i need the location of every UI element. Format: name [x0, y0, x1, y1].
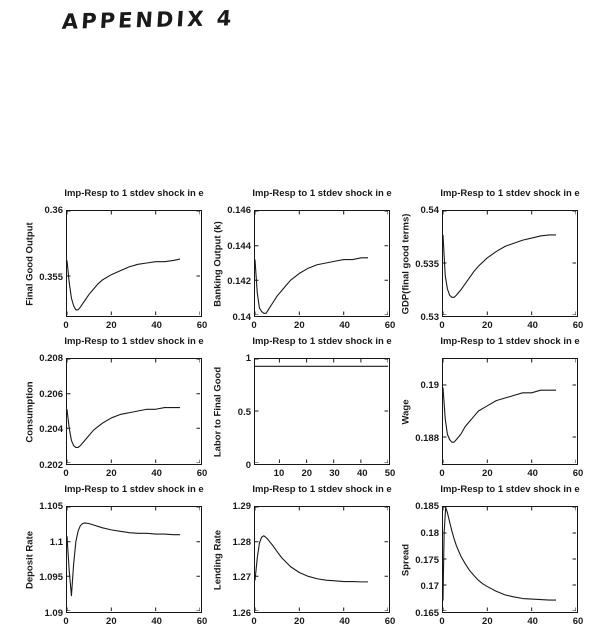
impulse-response-curve: [67, 259, 180, 310]
y-tick-label: 0.206: [39, 388, 63, 400]
x-tick-label: 60: [384, 320, 396, 331]
x-tick-label: 0: [63, 616, 69, 627]
plot-area: [67, 359, 200, 463]
y-axis-label: Banking Output (k): [212, 220, 223, 307]
subplot-deposit-rate: [20, 479, 208, 627]
y-tick-label: 1.29: [232, 501, 251, 512]
y-tick-label: 0.53: [420, 312, 439, 323]
x-tick-label: 20: [106, 320, 117, 331]
subplot-title: Imp-Resp to 1 stdev shock in e: [64, 484, 204, 495]
subplot-title: Imp-Resp to 1 stdev shock in e: [64, 336, 204, 347]
x-tick-label: 0: [439, 616, 445, 627]
plot-area: [67, 211, 200, 315]
y-tick-label: 0.17: [420, 581, 439, 593]
plot-area: [443, 211, 576, 315]
plot-area: [255, 507, 388, 611]
x-tick-label: 60: [196, 320, 208, 331]
y-tick-label: 0.208: [39, 353, 63, 364]
x-tick-label: 40: [151, 468, 162, 479]
subplot-consumption: [20, 331, 208, 479]
axes-box: [442, 210, 578, 317]
y-tick-label: 0.14: [232, 312, 251, 323]
x-tick-label: 60: [196, 468, 208, 479]
axes-box: [442, 358, 578, 465]
axes-box: [66, 358, 202, 465]
axis-tick-marks: [443, 359, 576, 463]
axes-box: [66, 210, 202, 317]
subplot-title: Imp-Resp to 1 stdev shock in e: [252, 188, 392, 199]
y-tick-label: 0.18: [420, 527, 439, 539]
axis-tick-marks: [67, 211, 200, 315]
x-tick-label: 0: [439, 320, 445, 331]
y-tick-label: 0.19: [420, 379, 439, 391]
x-tick-label: 60: [572, 320, 584, 331]
x-tick-label: 20: [294, 616, 305, 627]
impulse-response-curve: [67, 523, 180, 596]
x-tick-label: 40: [527, 468, 538, 479]
impulse-response-curve: [443, 508, 556, 601]
axis-tick-marks: [67, 507, 200, 611]
y-tick-label: 0.535: [415, 258, 439, 270]
x-tick-label: 20: [301, 468, 313, 479]
subplot-title: Imp-Resp to 1 stdev shock in e: [440, 188, 580, 199]
axes-box: [66, 506, 202, 613]
x-tick-label: 40: [339, 320, 350, 331]
x-tick-label: 30: [329, 468, 340, 479]
subplot-title: Imp-Resp to 1 stdev shock in e: [252, 484, 392, 495]
subplot-title: Imp-Resp to 1 stdev shock in e: [64, 188, 204, 199]
y-tick-label: 0.5: [237, 406, 251, 418]
y-tick-label: 0.36: [44, 205, 63, 216]
subplot-title: Imp-Resp to 1 stdev shock in e: [440, 336, 580, 347]
x-tick-label: 40: [339, 616, 350, 627]
y-tick-label: 1.28: [232, 536, 251, 548]
y-axis-label: Wage: [400, 399, 411, 424]
y-tick-label: 0.175: [415, 554, 439, 566]
y-axis-label: Lending Rate: [212, 529, 223, 590]
x-tick-label: 20: [482, 320, 493, 331]
y-tick-label: 1: [245, 353, 251, 364]
impulse-response-curve: [255, 258, 368, 313]
x-tick-label: 40: [151, 616, 162, 627]
page-title: APPENDIX 4: [61, 6, 236, 34]
plot-area: [443, 507, 576, 611]
x-tick-label: 60: [572, 616, 584, 627]
x-tick-label: 40: [527, 616, 538, 627]
y-tick-label: 0.185: [415, 501, 439, 512]
x-tick-label: 0: [63, 468, 69, 479]
impulse-response-curve: [255, 536, 368, 582]
subplot-title: Imp-Resp to 1 stdev shock in e: [252, 336, 392, 347]
subplot-title: Imp-Resp to 1 stdev shock in e: [440, 484, 580, 495]
axes-box: [254, 506, 390, 613]
y-tick-label: 0.54: [420, 205, 439, 216]
x-tick-label: 50: [384, 468, 396, 479]
subplot-spread: [396, 479, 584, 627]
y-tick-label: 0.204: [39, 424, 63, 436]
y-tick-label: 0.165: [415, 608, 439, 619]
x-tick-label: 40: [356, 468, 368, 479]
y-axis-label: Spread: [400, 543, 411, 576]
plot-area: [255, 359, 388, 463]
x-tick-label: 60: [384, 616, 396, 627]
y-tick-label: 0.142: [227, 276, 251, 288]
y-tick-label: 0.355: [39, 271, 63, 283]
x-tick-label: 40: [527, 320, 538, 331]
y-tick-label: 1.26: [232, 608, 251, 619]
subplot-gdp-final-good-terms: [396, 183, 584, 331]
x-tick-label: 20: [106, 468, 117, 479]
subplot-banking-output-k: [208, 183, 396, 331]
axis-tick-marks: [67, 359, 200, 463]
impulse-response-plots-grid: [20, 183, 584, 627]
x-tick-label: 60: [572, 468, 584, 479]
x-tick-label: 20: [482, 616, 493, 627]
y-axis-label: Labor to Final Good: [212, 366, 223, 457]
subplot-lending-rate: [208, 479, 396, 627]
x-tick-label: 0: [439, 468, 445, 479]
y-tick-label: 0.202: [39, 460, 63, 471]
y-tick-label: 0.188: [415, 433, 439, 445]
x-tick-label: 20: [106, 616, 117, 627]
subplot-labor-to-final-good: [208, 331, 396, 479]
x-tick-label: 10: [273, 468, 285, 479]
x-tick-label: 0: [251, 616, 257, 627]
y-axis-label: Final Good Output: [24, 221, 35, 306]
axes-box: [254, 358, 390, 465]
y-axis-label: Deposit Rate: [24, 530, 35, 589]
subplot-wage: [396, 331, 584, 479]
plot-area: [443, 359, 576, 463]
plot-area: [255, 211, 388, 315]
y-tick-label: 1.27: [232, 572, 251, 584]
axes-box: [442, 506, 578, 613]
x-tick-label: 60: [196, 616, 208, 627]
y-axis-label: Consumption: [24, 380, 35, 443]
impulse-response-curve: [443, 235, 556, 297]
y-tick-label: 0.146: [227, 205, 251, 216]
y-tick-label: 1.095: [39, 572, 63, 584]
axes-box: [254, 210, 390, 317]
y-tick-label: 1.105: [39, 501, 63, 512]
impulse-response-curve: [67, 408, 180, 448]
y-tick-label: 1.09: [44, 608, 63, 619]
y-axis-label: GDP(final good terms): [400, 213, 411, 314]
axis-tick-marks: [443, 211, 576, 315]
y-tick-label: 0.144: [227, 240, 251, 252]
axis-tick-marks: [255, 507, 388, 611]
x-tick-label: 20: [482, 468, 493, 479]
impulse-response-curve: [443, 388, 556, 443]
x-tick-label: 0: [63, 320, 69, 331]
y-tick-label: 1.1: [49, 536, 63, 548]
x-tick-label: 40: [151, 320, 162, 331]
y-tick-label: 0: [245, 460, 251, 471]
x-tick-label: 20: [294, 320, 305, 331]
plot-area: [67, 507, 200, 611]
subplot-final-good-output: [20, 183, 208, 331]
axis-tick-marks: [255, 359, 388, 463]
x-tick-label: 0: [251, 320, 257, 331]
